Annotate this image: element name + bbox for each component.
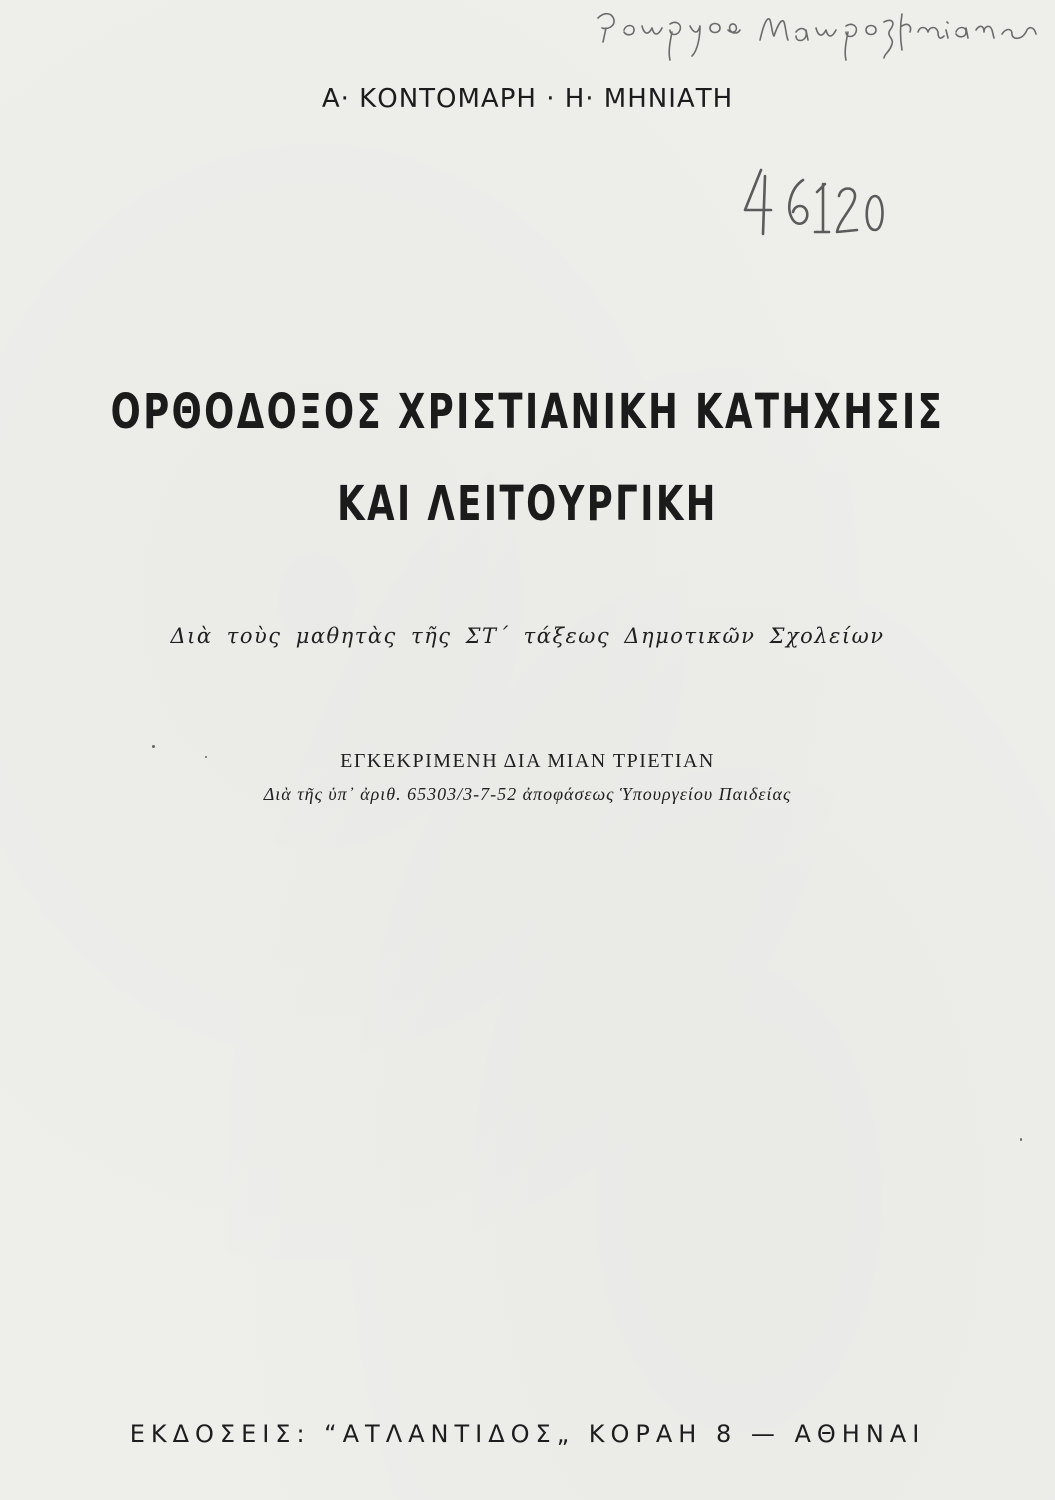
subtitle: Διὰ τοὺς μαθητὰς τῆς ΣΤ΄ τάξεως Δημοτικῶν Σχολείων: [170, 624, 885, 648]
print-speck: [1020, 1138, 1022, 1141]
title-line-2: ΚΑΙ ΛΕΙΤΟΥΡΓΙΚΗ: [337, 476, 718, 532]
authors: Α· ΚΟΝΤΟΜΑΡΗ · Η· ΜΗΝΙΑΤΗ: [321, 84, 734, 114]
handwritten-signature: [590, 6, 1040, 72]
handwritten-catalog-number: [735, 162, 895, 242]
publisher-imprint: ΕΚΔΟΣΕΙΣ: “ΑΤΛΑΝΤΙΔΟΣ„ ΚΟΡΑΗ 8 — ΑΘΗΝΑΙ: [129, 1420, 926, 1448]
approval-notice: ΕΓΚΕΚΡΙΜΕΝΗ ΔΙΑ ΜΙΑΝ ΤΡΙΕΤΙΑΝ: [340, 750, 715, 772]
print-speck: [205, 756, 207, 758]
title-line-1: ΟΡΘΟΔΟΞΟΣ ΧΡΙΣΤΙΑΝΙΚΗ ΚΑΤΗΧΗΣΙΣ: [110, 384, 945, 440]
ministry-decision: Διὰ τῆς ὑπ᾽ ἀριθ. 65303/3-7-52 ἀποφάσεως Ὑπουργείου Παιδείας: [263, 784, 792, 804]
print-speck: [152, 745, 155, 748]
